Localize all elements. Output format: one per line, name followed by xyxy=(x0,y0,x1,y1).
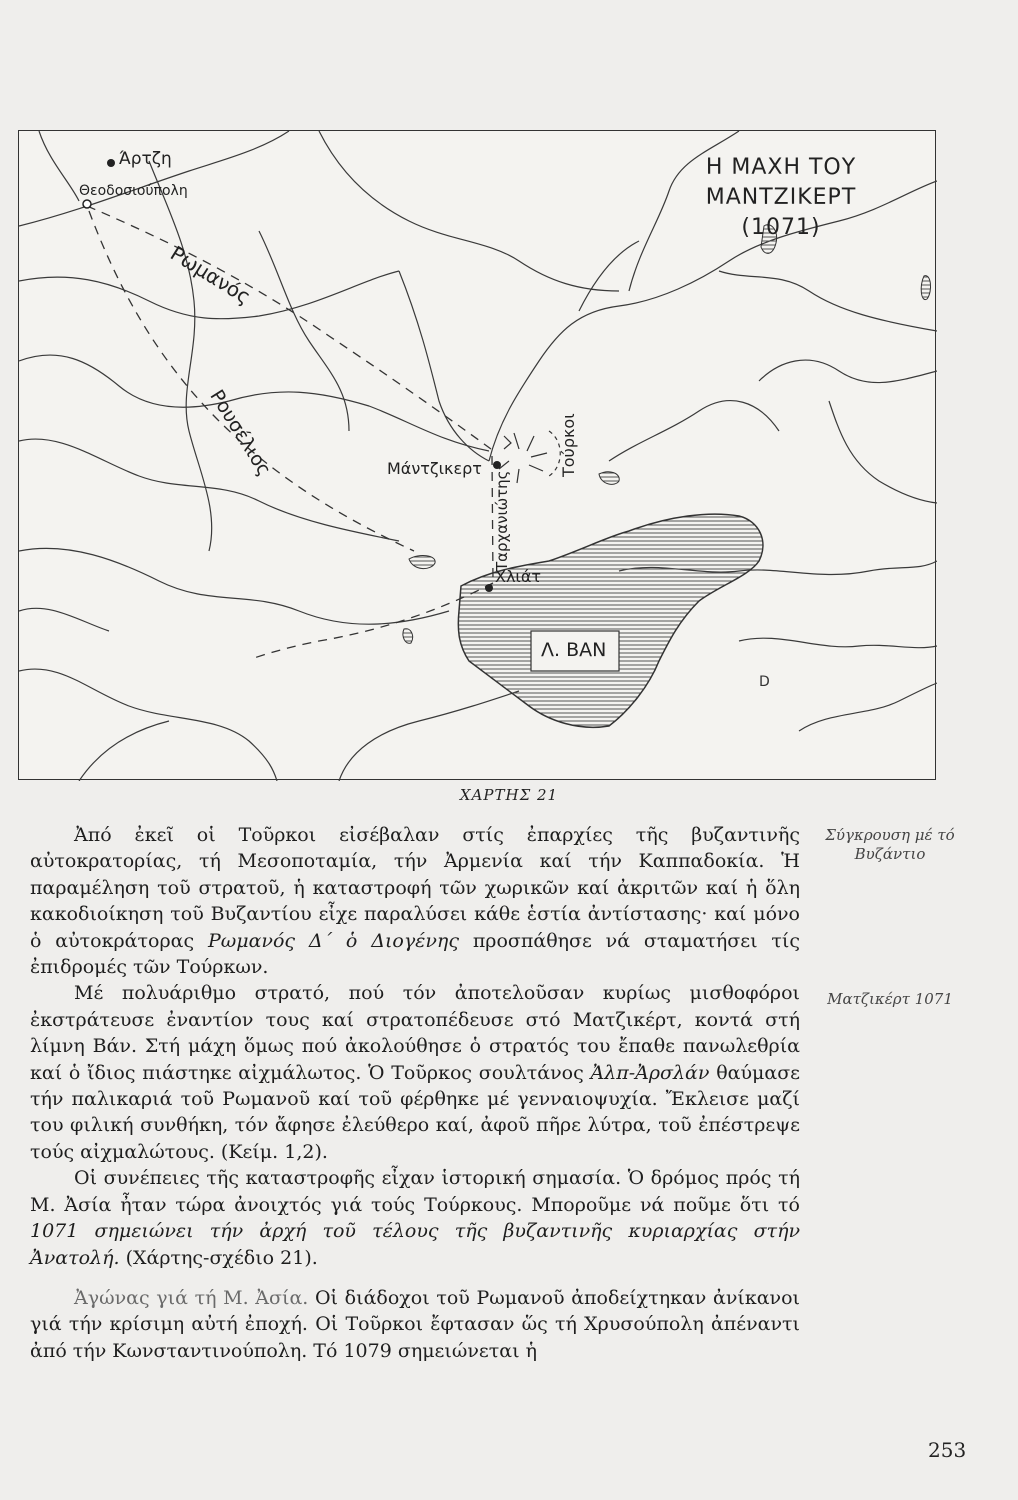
route-rouselios xyxy=(89,211,414,551)
map-title xyxy=(631,153,931,243)
label-artzi: Άρτζη xyxy=(119,149,172,169)
map-title-line2: (1071) xyxy=(741,215,821,240)
label-lake-van: Λ. ΒΑΝ xyxy=(541,639,607,661)
page-number: 253 xyxy=(928,1438,967,1462)
route-romanos xyxy=(87,206,491,449)
label-tourkoi: Τούρκοι xyxy=(559,413,578,477)
label-rouselios: Ρουσέλιος xyxy=(205,386,276,480)
margin-note-2: Ματζικέρτ 1071 xyxy=(827,990,953,1008)
paragraph-1: Ἀπό ἐκεῖ οἱ Τοῦρκοι εἰσέβαλαν στίς ἐπαρχίες τῆς βυζαντινῆς αὐτοκρατορίας, τή Μεσοποταμία, τήν Ἀρμενία καί τήν Καππαδοκία. Ἡ παραμέληση τοῦ στρατοῦ, ἡ καταστροφή τῶν χωρικῶν καί ἀκριτῶν καί ἡ ὅλη κακοδιοίκηση τοῦ Βυζαντίου εἶχε παραλύσει κάθε ἑστία ἀντίστασης· καί μόνο ὁ αὐτοκράτορας Ρωμανός Δ΄ ὁ Διογένης προσπάθησε νά σταματήσει τίς ἐπιδρομές τῶν Τούρκων. xyxy=(30,824,800,979)
paragraph-2: Μέ πολυάριθμο στρατό, πού τόν ἀποτελοῦσαν κυρίως μισθοφόροι ἐκστράτευσε ἐναντίον τους καί στρατοπέδευσε στό Ματζικέρτ, κοντά στή λίμνη Βάν. Στή μάχη ὅμως πού ἀκολούθησε ὁ στρατός του ἔπαθε πανωλεθρία καί ὁ ἴδιος πιάστηκε αἰχμάλωτος. Ὁ Τοῦρκος σουλτάνος Ἀλπ-Ἀρσλάν θαύμασε τήν παλικαριά τοῦ Ρωμανοῦ καί τοῦ φέρθηκε μέ γενναιοψυχία. Ἔκλεισε μαζί του φιλική συνθήκη, τόν ἄφησε ἐλεύθερο καί, ἀφοῦ πῆρε λύτρα, τοῦ ἐπέστρεψε τούς αἰχμαλώτους. (Κείμ. 1,2). xyxy=(30,982,801,1163)
paragraph-3: Οἱ συνέπειες τῆς καταστροφῆς εἶχαν ἱστορική σημασία. Ὁ δρόμος πρός τή Μ. Ἀσία ἦταν τώρα ἀνοιχτός γιά τούς Τούρκους. Μποροῦμε νά ποῦμε ὅτι τό 1071 σημειώνει τήν ἀρχή τοῦ τέλους τῆς βυζαντινῆς κυριαρχίας στήν Ἀνατολή. (Χάρτης-σχέδιο 21). xyxy=(30,1167,800,1269)
city-markers xyxy=(83,159,501,592)
label-romanos: Ρωμανός xyxy=(166,241,256,309)
route-retreat xyxy=(251,583,493,659)
svg-text:D: D xyxy=(759,674,770,690)
battle-map xyxy=(18,130,936,780)
margin-note-1: Σύγκρουση μέ τό Βυζάντιο xyxy=(825,826,955,863)
label-theodosioupoli: Θεοδοσιούπολη xyxy=(79,183,188,199)
label-tarchaniotis: Ταρχανιώτης xyxy=(493,470,511,571)
map-title-line1: Η ΜΑΧΗ ΤΟΥ ΜΑΝΤΖΙΚΕΡΤ xyxy=(705,155,857,210)
label-mantzikert: Μάντζικερτ xyxy=(387,459,482,478)
section-heading: Ἀγώνας γιά τή Μ. Ἀσία. xyxy=(74,1286,309,1309)
main-text xyxy=(30,822,800,1364)
paragraph-4: Ἀγώνας γιά τή Μ. Ἀσία. Οἱ διάδοχοι τοῦ Ρωμανοῦ ἀποδείχτηκαν ἀνίκανοι γιά τήν κρίσιμη αὐτή ἐποχή. Οἱ Τοῦρκοι ἔφτασαν ὥς τή Χρυσούπολη ἀπέναντι ἀπό τήν Κωνσταντινούπολη. Τό 1079 σημειώνεται ἡ xyxy=(30,1286,800,1362)
label-chliat: Χλιάτ xyxy=(495,567,542,586)
map-caption: ΧΑΡΤΗΣ 21 xyxy=(459,786,559,804)
army-routes xyxy=(87,206,493,659)
